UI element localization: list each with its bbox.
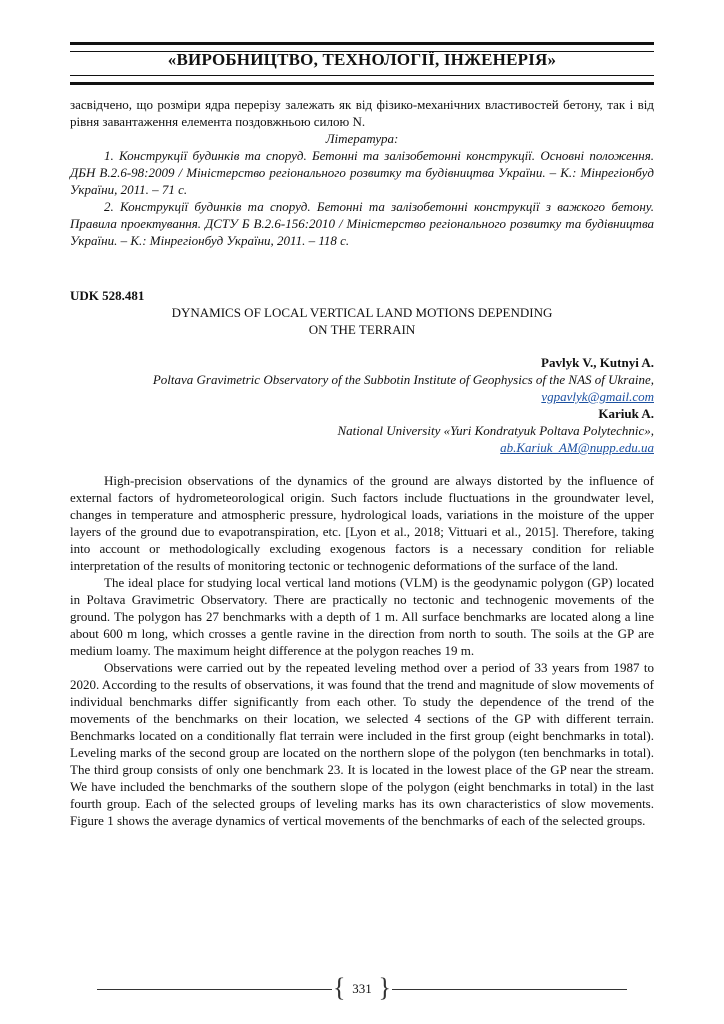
article-title-line1: DYNAMICS OF LOCAL VERTICAL LAND MOTIONS DEPENDING xyxy=(171,305,553,320)
references-heading: Література: xyxy=(325,131,399,146)
body-paragraph: The ideal place for studying local vertical land motions (VLM) is the geodynamic polygon (GP) located in Poltava Gravimetric Observatory. There are practically no tectonic and technogenic movements of the ground. The polygon has 27 benchmarks with a depth of 1 m. All surface benchmarks are located along a line about 600 m long, which crosses a gentle ravine in the direction from north to south. The soils at the GP are medium loamy. The maximum height difference at the polygon reaches 19 m. xyxy=(70,575,654,658)
email-link-2[interactable]: ab.Kariuk_AM@nupp.edu.ua xyxy=(500,440,654,455)
body-paragraph: Observations were carried out by the repeated leveling method over a period of 33 years from 1987 to 2020. According to the results of observations, it was found that the trend and magnitude of slow movements of individual benchmarks differ significantly from each other. To study the dependence of the trend of the movements of the benchmarks on their location, we selected 4 sections of the GP with different terrain. Benchmarks located on a conditionally flat terrain were included in the first group (eight benchmarks in total). Leveling marks of the second group are located on the northern slope of the polygon (ten benchmarks in total). The third group consists of only one benchmark 23. It is located in the lowest place of the GP near the stream. We have included the benchmarks of the southern slope of the polygon (eight benchmarks in total) in the last fourth group. Each of the selected groups of leveling marks has its own characteristics of slow movements. Figure 1 shows the average dynamics of vertical movements of the benchmarks of each of the selected groups. xyxy=(70,660,654,828)
email-link-1[interactable]: vgpavlyk@gmail.com xyxy=(541,389,654,404)
reference-item: 1. Конструкції будинків та споруд. Бетонні та залізобетонні конструкції. Основні положення. ДБН В.2.6-98:2009 / Міністерство регіонального розвитку та будівництва України. – К.: Мінрегіонбуд України, 2011. – 71 с. xyxy=(70,148,654,197)
prev-article-tail: засвідчено, що розміри ядра перерізу залежать як від фізико-механічних властивостей бетону, так і від рівня завантаження елемента поздовжньою силою N. xyxy=(70,97,654,129)
udk-code: UDK 528.481 xyxy=(70,288,145,303)
page-content xyxy=(70,96,654,829)
header-rule-bottom xyxy=(70,75,654,85)
author-2: Kariuk A. xyxy=(598,406,654,421)
left-brace-icon: { xyxy=(333,973,346,1002)
affiliation-2: National University «Yuri Kondratyuk Poltava Polytechnic», xyxy=(337,423,654,438)
right-brace-icon: } xyxy=(378,973,391,1002)
body-paragraph: High-precision observations of the dynamics of the ground are always distorted by the influence of external factors of hydrometeorological origin. Such factors include fluctuations in the groundwater level, changes in temperature and atmospheric pressure, hydrological loads, variations in the moisture of the upper layers of the ground due to evapotranspiration, etc. [Lyon et al., 2018; Vittuari et al., 2015]. Therefore, taking into account or methodologically excluding exogenous factors is a necessary condition for reliable interpretation of the results of monitoring tectonic or technogenic deformations of the surface of the land. xyxy=(70,473,654,573)
article-title-line2: ON THE TERRAIN xyxy=(308,322,416,337)
footer-rule-right xyxy=(392,989,627,990)
journal-title: «ВИРОБНИЦТВО, ТЕХНОЛОГІЇ, ІНЖЕНЕРІЯ» xyxy=(167,50,557,69)
author-1: Pavlyk V., Kutnyi A. xyxy=(541,355,654,370)
reference-item: 2. Конструкції будинків та споруд. Бетонні та залізобетонні конструкції з важкого бетону. Правила проектування. ДСТУ Б В.2.6-156:2010 / Міністерство регіонального розвитку та будівництва України. – К.: Мінрегіонбуд України, 2011. – 118 с. xyxy=(70,199,654,248)
page-number: 331 xyxy=(352,981,372,996)
affiliation-1: Poltava Gravimetric Observatory of the Subbotin Institute of Geophysics of the NAS of Ukraine, xyxy=(152,372,654,387)
page-footer xyxy=(97,973,627,1002)
